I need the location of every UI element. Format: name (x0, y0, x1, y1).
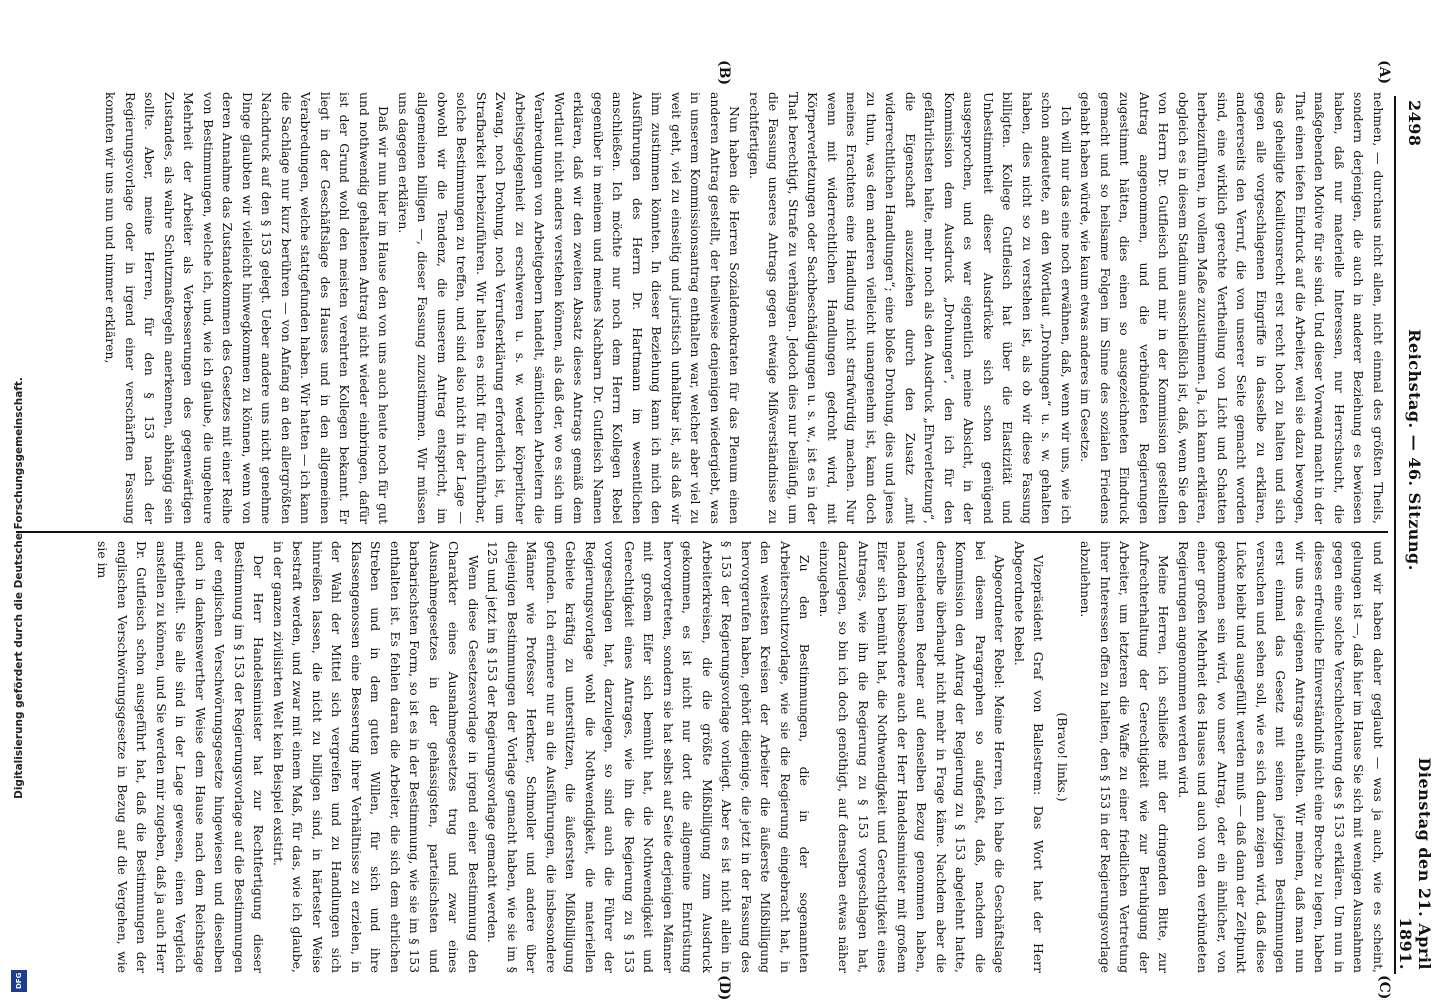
column-divider (16, 531, 1388, 533)
page-header (1396, 100, 1434, 970)
paragraph: nehmen, — durchaus nicht allen, nicht einmal des größten Theils, sondern derjenigen, die auch in anderer Beziehung es bewiesen haben, daß nur materielle Interessen, nur Herrschsucht, die maßgebenden Motive für sie sind. Und dieser Vorwand macht in der That einen tiefen Eindruck auf die Arbeiter, weil sie dazu bewogen, das geheiligte Koalitionsrecht erst recht hoch zu halten und sich gegen alle vorgeschlagenen Eingriffe in dasselbe zu erklären, andererseits den Verruf, die von unserer Seite gemacht worden sind, eine wirklich gerechte Vertheilung von Licht und Schatten herbeizuführen, in vollem Maße zuzustimmen. Ja, ich kann erklären, obgleich es in diesem Stadium ausschließlich ist, daß, wenn Sie den von Herrn Dr. Gutfleisch und mir in der Kommission gestellten Antrag angenommen, und die verbündeten Regierungen zugestimmt hätten, dies einen so ausgezeichneten Eindruck gemacht und so heilsame Folgen im Sinne des sozialen Friedens gehabt haben würde, wie kaum etwas anderes im Gesetze. (1078, 92, 1386, 524)
paragraph: Zu den Bestimmungen, die in der sogenannten Arbeiterschutzvorlage, wie sie die Regierung eingebracht hat, in den weitesten Kreisen der Arbeiter die äußerste Mißbilligung hervorgerufen haben, gehört diejenige, die jetzt in der Fassung des § 153 der Regierungsvorlage vorliegt. Aber es ist nicht allein in Arbeiterkreisen, die die größte Mißbilligung zum Ausdruck gekommen, es ist nicht nur dort die allgemeine Entrüstung hervorgetreten, sondern sie hat selbst auf Seite derjenigen Männer mit großem Eifer sich bemüht hat, die Nothwendigkeit und Gerechtigkeit eines Antrages, wie ihn die Regierung zu § 153 vorgeschlagen hat, darzulegen, so sind auch die Führer der Regierungsvorlage wohl die Nothwendigkeit, die materiellen Gebiete kräftig zu unterstützen, die äußersten Mißbilligung gefunden. Ich erinnere nur an die Ausführungen, die insbesondere Männer wie Professor Herkner, Schmoller und andere über diejenigen Bestimmungen der Vorlage gemacht haben, wie sie im § 125 und jetzt im § 153 der Regierungsvorlage gemacht werden. (485, 541, 813, 973)
paragraph: Der Herr Handelsminister hat zur Rechtfertigung dieser Bestimmung im § 153 der Regierungsvorlage auf die Bestimmungen der englischen Verschwörungsgesetze hingewiesen und dieselben auch in dankenswerther Weise dem Hause nach dem Reichstage mitgetheilt. Sie alle sind in der Lage gewesen, einen Vergleich anstellen zu können, und Sie werden mir zugeben, daß ja auch Herr Dr. Gutfleisch schon ausgeführt hat, daß die Bestimmungen der englischen Verschwörungsgesetze in Bezug auf die Vergehen, wie sie im (95, 541, 267, 973)
speaker-intro: Vizepräsident Graf von Ballestrem: Das Wort hat der Herr Abgeordnete Rebel. (1012, 541, 1047, 973)
margin-mark-d: (D) (716, 975, 732, 1000)
paragraph: Nun haben die Herren Sozialdemokraten für das Plenum einen anderen Antrag gestellt, der theilweise denjenigen wiedergiebt, was in unserem Kommissionsantrag enthalten war, welcher aber viel zu weit geht, viel zu einseitig und juristisch unhaltbar ist, als daß wir ihm zustimmen könnten. In dieser Beziehung kann ich mich den Ausführungen des Herrn Dr. Hartmann im wesentlichen anschließen. Ich möchte nur noch dem Herrn Kollegen Rebel gegenüber in meinem und meines Nachbarn Dr. Gutfleisch Namen erklären, daß wir den zweiten Absatz dieses Antrags gemäß dem Wortlaut nicht anders verstehen können, als daß der, wo es sich um Verabredungen von Arbeitgebern handelt, sämtlichen Arbeitern die Arbeitsgelegenheit zu erschweren u. s. w. weder körperlicher Zwang, noch Drohung, noch Verrufserklärung erforderlich ist, um Strafbarkeit herbeizuführen. Wir halten es nicht für durchführbar, solche Bestimmungen zu treffen, und sind also nicht in der Lage — obwohl wir die Tendenz, die unserem Antrag entspricht, im allgemeinen billigen —, dieser Fassung zuzustimmen. Wir müssen uns dagegen erklären. (396, 92, 743, 524)
paragraph: und wir haben daher geglaubt — was ja auch, wie es scheint, gelungen ist —, daß hier im Hause Sie sich mit wenigen Ausnahmen gegen eine solche Verschlechterung des § 153 erklären. Um nun in dieses erfreuliche Einverständniß nicht eine Breche zu legen, haben wir uns des eigenen Antrags enthalten. Wir meinen, daß man nun erst einmal das Gesetz mit seinen jetzigen Bestimmungen versuchen und sehen soll, wie es sich dann zeigen wird, daß diese Lücke bleibt und ausgefüllt werden muß — daß dann der Zeitpunkt gekommen sein wird, wo unser Antrag, oder ein ähnlicher, von einer großen Mehrheit des Hauses und auch von den verbündeten Regierungen angenommen werden wird. (1176, 541, 1386, 973)
digitization-note: Digitalisierung gefördert durch die Deutsche Forschungsgemeinschaft. (13, 377, 25, 799)
margin-mark-b: (B) (716, 60, 732, 86)
margin-mark-a: (A) (1376, 60, 1392, 85)
dfg-logo: DFG (11, 970, 27, 992)
header-title: Reichstag. — 46. Sitzung. (1405, 329, 1425, 571)
paragraph: Ich will nur das eine noch erwähnen, daß, wenn wir uns, wie ich schon andeutete, an den Wortlaut „Drohungen“ u. s. w. gehalten haben, dies nicht so zu verstehen ist, als ob wir diese Fassung billigten. Kollege Gutfleisch hat über die Elastizität und Unbestimmtheit dieser Ausdrücke sich schon genügend ausgesprochen, und es war eigentlich meine Absicht, in der Kommission dem Ausdruck „Drohungen“, den ich für den gefährlichsten halte, mehr noch als den Ausdruck „Ehrverletzung“, die Eigenschaft auszuziehen durch den Zusatz „mit widerrechtlichen Handlungen“; eine bloße Drohung, dies und jenes zu thun, was dem anderen vielleicht unangenehm ist, kann doch meines Erachtens eine Handlung nicht strafwürdig machen. Nur wenn mit widerrechtlichen Handlungen gedroht wird, mit Körperverletzungen oder Sachbeschädigungen u. s. w., ist es in der That berechtigt, Strafe zu verhängen. Jedoch dies nur beiläufig, um die Fassung unseres Antrags gegen etwaige Mißverständnisse zu rechtfertigen. (747, 92, 1074, 524)
page-number: 2498 (1405, 100, 1425, 147)
right-column (16, 541, 1388, 973)
paragraph: Wenn diese Gesetzesvorlage in irgend einer Bestimmung den Charakter eines Ausnahmegesetzes trug und zwar eines Ausnahmegesetzes in der gehässigsten, parteiischsten und barbarischsten Form, so ist es in der Bestimmung, wie sie im § 153 enthalten ist. Es fehlen daran die Arbeiter, die sich dem ehrlichen Streben und in dem guten Willen, für sich und ihre Klassengenossen eine Besserung ihrer Verhältnisse zu erzielen, in der Wahl der Mittel sich vergreifen und zu Handlungen sich hinreißen lassen, die nicht zu billigen sind, in härtester Weise bestraft werden, und zwar mit einem Maß, für das, wie ich glaube, in der ganzen zivilisirten Welt kein Beispiel existirt. (271, 541, 481, 973)
paragraph: Daß wir nun hier im Hause den von uns auch heute noch für gut und nothwendig gehaltenen Antrag nicht wieder einbringen, dafür ist der Grund wohl den meisten verehrten Kollegen bekannt. Er liegt in der Geschäftslage des Hauses und in den allgemeinen Verabredungen, welche stattgefunden haben. Wir hatten — ich kann die Sachlage nur kurz berühren — von Anfang an den allergrößten Nachdruck auf den § 153 gelegt. Ueber andere uns nicht genehme Dinge glaubten wir vielleicht hinwegkommen zu können, wenn von deren Annahme das Zustandekommen des Gesetzes mit einer Reihe von Bestimmungen, welche ich, und, wie ich glaube, die ungeheure Mehrheit der Arbeiter als Verbesserungen des gegenwärtigen Zustandes, als wahre Schutzmaßregeln anerkennen, abhängig sein sollte. Aber, meine Herren, für den § 153 nach der Regierungsvorlage oder in irgend einer verschärften Fassung konnten wir uns nun und nimmer erklären, (103, 92, 392, 524)
header-rule (1394, 96, 1396, 974)
applause-note: (Bravo! links.) (1055, 712, 1070, 802)
digitization-strip (0, 0, 38, 1000)
left-column (16, 92, 1388, 524)
header-date: Dienstag den 21. April 1891. (1396, 757, 1434, 970)
speech-paragraph: Abgeordneter Rebel: Meine Herren, ich habe die Geschäftslage bei diesem Paragraphen so aufgefaßt, daß, nachdem die Kommission den Antrag der Regierung zu § 153 abgelehnt hatte, derselbe überhaupt nicht mehr in Frage käme. Nachdem aber die verschiedenen Redner auf denselben Bezug genommen haben, nachdem insbesondere auch der Herr Handelsminister mit großem Eifer sich bemüht hat, die Nothwendigkeit und Gerechtigkeit eines Antrages, wie ihn die Regierung zu § 153 vorgeschlagen hat, darzulegen, so bin ich doch genöthigt, auf denselben etwas näher einzugehen. (817, 541, 1008, 973)
margin-mark-c: (C) (1376, 975, 1392, 1000)
paragraph: Meine Herren, ich schließe mit der dringenden Bitte, zur Aufrechterhaltung der Gerechtigkeit wie zur Beruhigung der Arbeiter, um letzteren die Waffe zu einer friedlichen Vertretung ihrer Interessen offen zu halten, den § 153 in der Regierungsvorlage abzulehnen. (1078, 541, 1172, 973)
